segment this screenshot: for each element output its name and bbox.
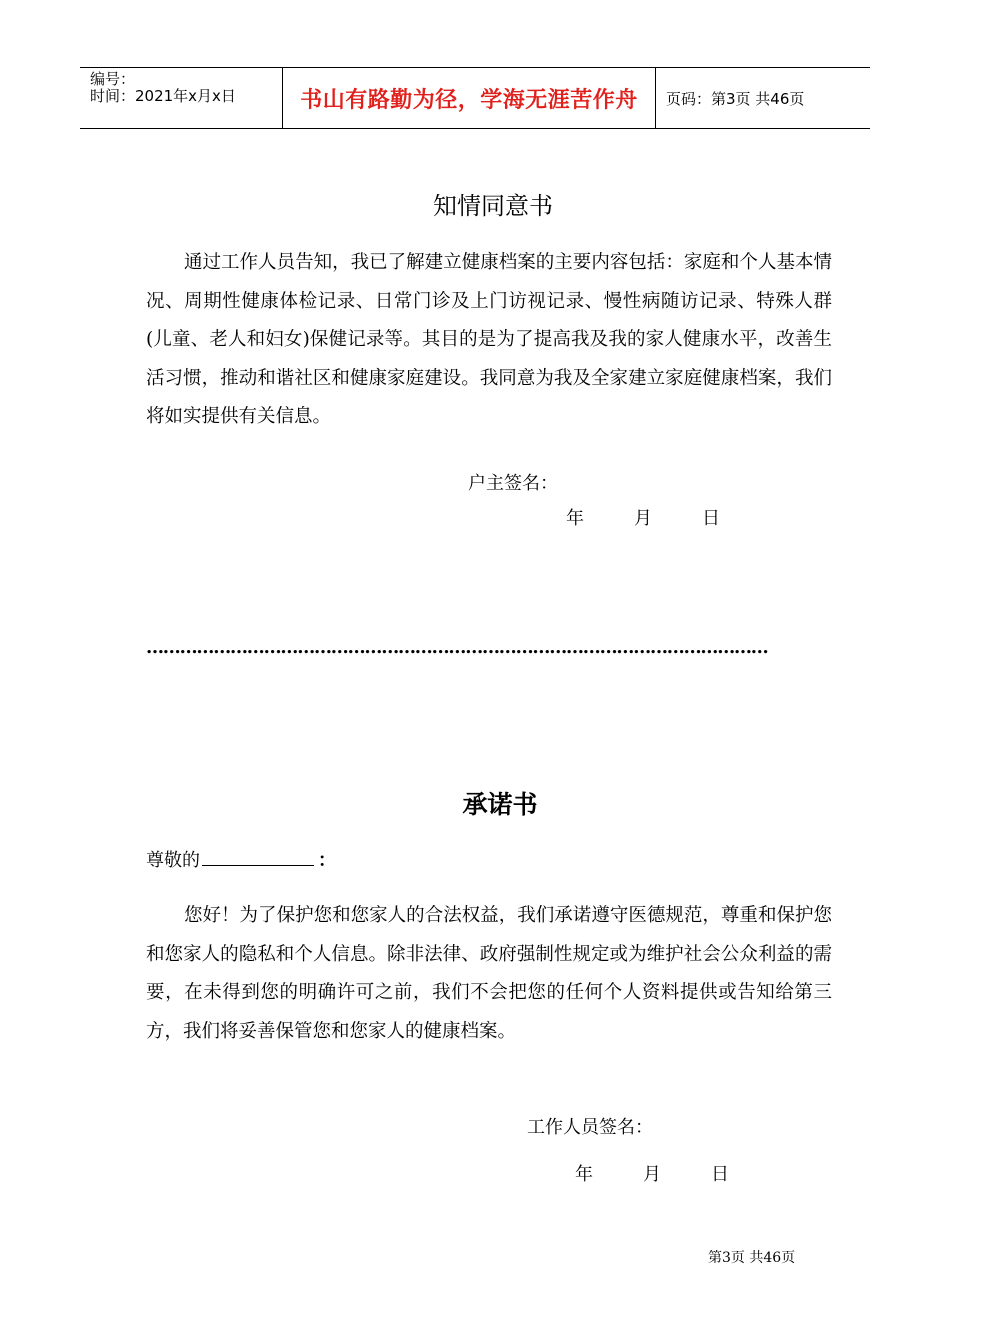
commitment-body [146, 897, 832, 1051]
consent-year: 年 [566, 508, 584, 529]
consent-body [146, 244, 832, 437]
consent-signature-label: 户主签名： [468, 473, 558, 494]
salutation-blank-line [202, 845, 314, 866]
salutation-text: 尊敬的 [146, 850, 200, 871]
consent-date-row [566, 504, 770, 530]
consent-title: 知情同意书 [433, 192, 553, 220]
consent-day: 日 [702, 508, 720, 529]
commitment-date-row [575, 1160, 779, 1186]
commitment-title: 承诺书 [462, 790, 538, 819]
dotted-separator: ………………………………………………………………………………………………… [146, 637, 768, 658]
header-page-cell [656, 68, 870, 128]
header-page-label: 页码：第3页 共46页 [666, 89, 805, 108]
page-header [80, 67, 870, 129]
header-motto-cell [282, 68, 656, 128]
commitment-salutation [146, 845, 336, 872]
header-meta [80, 68, 282, 128]
header-time-label: 时间：2021年x月x日 [90, 87, 236, 105]
commitment-month: 月 [643, 1164, 661, 1185]
header-number-label: 编号： [90, 70, 136, 88]
commitment-year: 年 [575, 1164, 593, 1185]
consent-month: 月 [634, 508, 652, 529]
salutation-colon: ： [318, 850, 336, 871]
header-motto: 书山有路勤为径，学海无涯苦作舟 [300, 87, 638, 113]
commitment-signature-label: 工作人员签名： [527, 1117, 653, 1138]
consent-body-text: 通过工作人员告知，我已了解建立健康档案的主要内容包括：家庭和个人基本情况、周期性健康体检记录、日常门诊及上门访视记录、慢性病随访记录、特殊人群(儿童、老人和妇女)保健记录等。其目的是为了提高我及我的家人健康水平，改善生活习惯，推动和谐社区和健康家庭建设。我同意为我及全家建立家庭健康档案，我们将如实提供有关信息。 [146, 252, 832, 427]
page-footer: 第3页 共46页 [708, 1250, 796, 1266]
commitment-day: 日 [711, 1164, 729, 1185]
commitment-body-text: 您好！为了保护您和您家人的合法权益，我们承诺遵守医德规范，尊重和保护您和您家人的隐私和个人信息。除非法律、政府强制性规定或为维护社会公众利益的需要，在未得到您的明确许可之前，我们不会把您的任何个人资料提供或告知给第三方，我们将妥善保管您和您家人的健康档案。 [146, 905, 832, 1042]
